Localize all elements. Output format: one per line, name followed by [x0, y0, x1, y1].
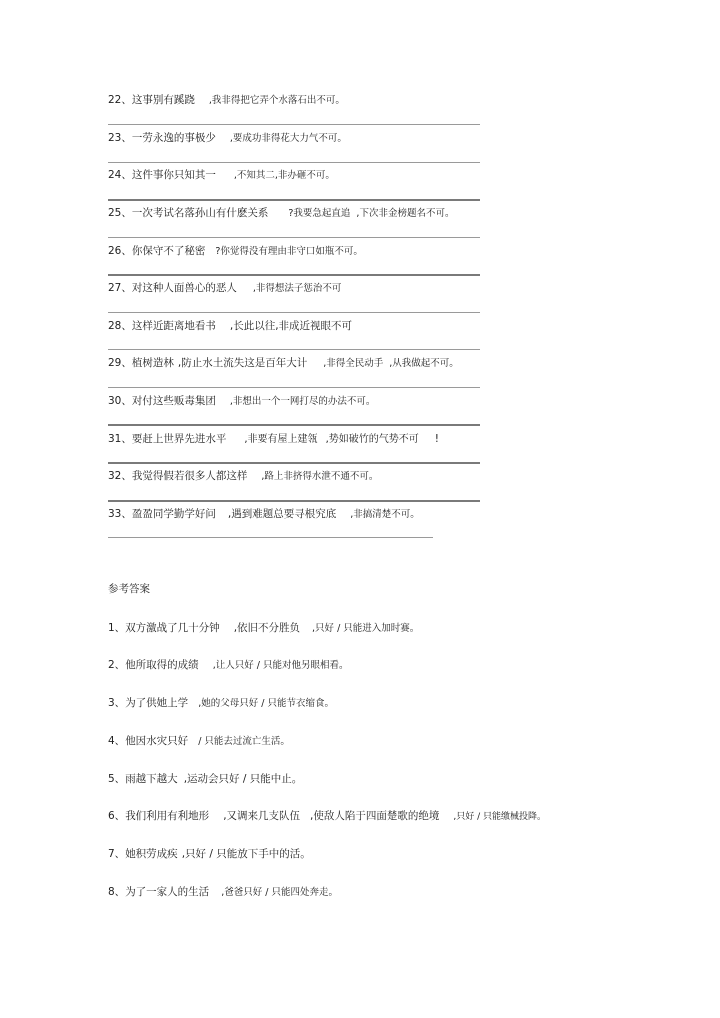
- item-text: 双方激战了几十分钟: [125, 622, 220, 634]
- item-text: ,势如破竹的气势不可: [325, 434, 419, 445]
- item-number: 22、: [108, 94, 132, 106]
- item-text: ,非搞清楚不可。: [350, 509, 420, 520]
- item-number: 4、: [108, 735, 126, 747]
- item-text: 对付这些贩毒集团: [131, 395, 216, 407]
- item-text: 对这种人面兽心的恶人: [131, 282, 237, 294]
- item-text: ,只好 / 只能缴械投降。: [453, 812, 546, 822]
- item-text: ,防止水土流失这是百年大计: [177, 357, 308, 369]
- item-text: ,要成功非得花大力气不可。: [229, 133, 347, 144]
- question-28: [108, 319, 352, 333]
- item-number: 31、: [108, 433, 132, 445]
- divider: [108, 124, 480, 125]
- item-text: ,依旧不分胜负: [233, 622, 301, 634]
- answer-8: [108, 885, 338, 900]
- item-text: 你保守不了秘密: [131, 245, 206, 257]
- question-30: [108, 394, 375, 409]
- item-number: 28、: [108, 320, 132, 332]
- item-text: ,遇到难题总要寻根究底: [227, 508, 337, 520]
- item-number: 8、: [108, 886, 126, 898]
- item-number: 2、: [108, 659, 126, 671]
- item-text: 这件事你只知其一: [131, 169, 216, 181]
- item-text: ,路上非挤得水泄不通不可。: [261, 471, 379, 482]
- answer-2: [108, 658, 348, 673]
- answer-7: [108, 847, 311, 861]
- question-27: [108, 281, 341, 296]
- item-text: ,不知其二: [233, 170, 275, 181]
- item-text: ,非要有屋上建瓴: [244, 434, 318, 445]
- item-text: 她积劳成疾: [125, 848, 178, 860]
- item-number: 7、: [108, 848, 126, 860]
- divider: [108, 500, 480, 502]
- item-number: 30、: [108, 395, 132, 407]
- item-text: 这事别有蹊跷: [131, 94, 195, 106]
- item-text: 他因水灾只好: [125, 735, 189, 747]
- item-text: 植树造林: [131, 357, 174, 369]
- item-text: ?你觉得没有理由非守口如瓶不可。: [215, 246, 363, 257]
- divider: [108, 462, 480, 464]
- item-text: ,爸爸只好 / 只能四处奔走。: [221, 887, 338, 898]
- divider: [108, 387, 480, 388]
- divider: [108, 424, 480, 426]
- divider: [108, 312, 480, 313]
- item-number: 29、: [108, 357, 132, 369]
- item-number: 27、: [108, 282, 132, 294]
- question-26: [108, 244, 363, 259]
- answer-6: [108, 809, 546, 824]
- item-text: !: [434, 433, 439, 445]
- answer-4: [108, 734, 290, 749]
- item-number: 26、: [108, 245, 132, 257]
- item-text: 要赶上世界先进水平: [131, 433, 227, 445]
- item-number: 25、: [108, 207, 132, 219]
- item-text: 我们利用有利地形: [125, 810, 210, 822]
- question-32: [108, 469, 378, 484]
- item-text: ?我要急起直追: [288, 208, 351, 219]
- item-number: 33、: [108, 508, 132, 520]
- divider: [108, 274, 480, 276]
- answer-1: [108, 621, 419, 636]
- item-text: 为了供她上学: [125, 697, 189, 709]
- divider: [108, 237, 480, 238]
- item-text: ,下次非金榜题名不可。: [356, 208, 455, 219]
- item-text: 雨越下越大: [125, 773, 178, 785]
- item-text: ,非想出一个一网打尽的办法不可。: [229, 396, 376, 407]
- question-25: [108, 206, 454, 221]
- item-number: 1、: [108, 622, 126, 634]
- item-text: ,让人只好 / 只能对他另眼相看。: [212, 660, 349, 671]
- item-number: 24、: [108, 169, 132, 181]
- item-text: ,运动会只好 / 只能中止。: [183, 773, 303, 785]
- question-24: [108, 168, 335, 183]
- item-text: ,从我做起不可。: [389, 358, 459, 369]
- item-text: 一劳永逸的事极少: [131, 132, 216, 144]
- item-number: 6、: [108, 810, 126, 822]
- item-text: ,我非得把它弄个水落石出不可。: [208, 95, 345, 106]
- question-33: [108, 507, 420, 522]
- item-text: ,非得想法子惩治不可: [252, 283, 342, 294]
- item-number: 5、: [108, 773, 126, 785]
- divider: [108, 162, 480, 163]
- item-text: ,非办砸不可。: [274, 170, 335, 181]
- item-text: ,只好 / 只能放下手中的活。: [181, 848, 311, 860]
- item-text: ,只好 / 只能进入加时赛。: [312, 623, 420, 634]
- item-text: ,长此以往: [229, 320, 276, 332]
- answers-title: 参考答案: [108, 583, 150, 595]
- answer-3: [108, 696, 334, 711]
- item-number: 32、: [108, 470, 132, 482]
- item-text: 为了一家人的生活: [125, 886, 210, 898]
- divider: [108, 537, 433, 538]
- item-text: / 只能去过流亡生活。: [198, 736, 290, 747]
- divider: [108, 199, 480, 201]
- item-number: 23、: [108, 132, 132, 144]
- item-text: 他所取得的成绩: [125, 659, 199, 671]
- answer-5: [108, 772, 302, 786]
- question-31: [108, 432, 439, 447]
- item-text: 我觉得假若很多人都这样: [131, 470, 248, 482]
- question-29: [108, 356, 459, 371]
- question-22: [108, 93, 345, 108]
- item-text: ,使敌人陷于四面楚歌的绝境: [310, 810, 440, 822]
- item-text: ,又调来几支队伍: [223, 810, 301, 822]
- item-text: 一次考试名落孙山有什麽关系: [131, 207, 269, 219]
- item-text: ,非得全民动手: [323, 358, 384, 369]
- item-text: ,非成近视眼不可: [275, 320, 353, 332]
- item-text: ,她的父母只好 / 只能节衣缩食。: [198, 698, 334, 709]
- item-number: 3、: [108, 697, 126, 709]
- divider: [108, 349, 480, 350]
- item-text: 盈盈同学勤学好问: [131, 508, 216, 520]
- item-text: 这样近距离地看书: [131, 320, 216, 332]
- question-23: [108, 131, 347, 146]
